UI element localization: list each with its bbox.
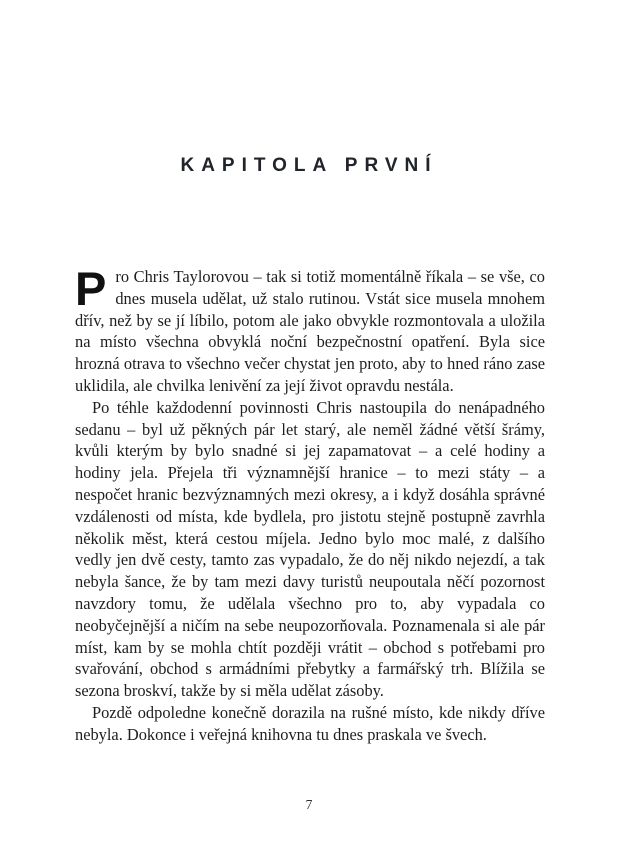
body-text bbox=[75, 262, 545, 746]
page-number: 7 bbox=[305, 797, 313, 812]
body-paragraph: Pozdě odpoledne konečně dorazila na rušné místo, kde nikdy dříve nebyla. Dokonce i veřejná knihovna tu dnes praskala ve švech. bbox=[75, 702, 545, 744]
drop-cap: P bbox=[75, 262, 107, 315]
chapter-title: KAPITOLA PRVNÍ bbox=[180, 155, 438, 176]
opening-paragraph-text: ro Chris Taylorovou – tak si totiž momentálně říkala – se vše, co dnes musela udělat, už stalo rutinou. Vstát sice musela mnohem dřív, než by se jí líbilo, potom ale jako obvykle rozmontovala a uložila na místo všechna obvyklá noční bezpečnostní opatření. Byla sice hrozná otrava to všechno večer chystat jen proto, aby to hned ráno zase uklidila, ale chvilka lenivění za její život opravdu nestála. bbox=[75, 267, 545, 395]
body-paragraph: Po téhle každodenní povinnosti Chris nastoupila do nenápadného sedanu – byl už pěkných pár let starý, ale neměl žádné větší šrámy, kvůli kterým by bylo snadné si jej zapamatovat – a celé hodiny a hodiny jela. Přejela tři významnější hranice – to mezi státy – a nespočet hranic bezvýznamných mezi okresy, a i když dosáhla správné vzdálenosti od místa, kde bydlela, pro jistotu stejně postupně zavrhla několik měst, která cestou míjela. Jedno bylo moc malé, z dalšího vedly jen dvě cesty, tamto zas vypadalo, že do něj nikdo nejezdí, a tak nebyla šance, že by tam mezi davy turistů neupoutala něčí pozornost navzdory tomu, že udělala všechno pro to, aby vypadala co neobyčejnější a ničím na sebe neupozorňovala. Poznamenala si ale pár míst, kam by se mohla chtít později vrátit – obchod s potřebami pro svařování, obchod s armádními přebytky a farmářský trh. Blížila se sezona broskví, takže by si měla udělat zásoby. bbox=[75, 397, 545, 701]
opening-paragraph bbox=[75, 262, 545, 397]
